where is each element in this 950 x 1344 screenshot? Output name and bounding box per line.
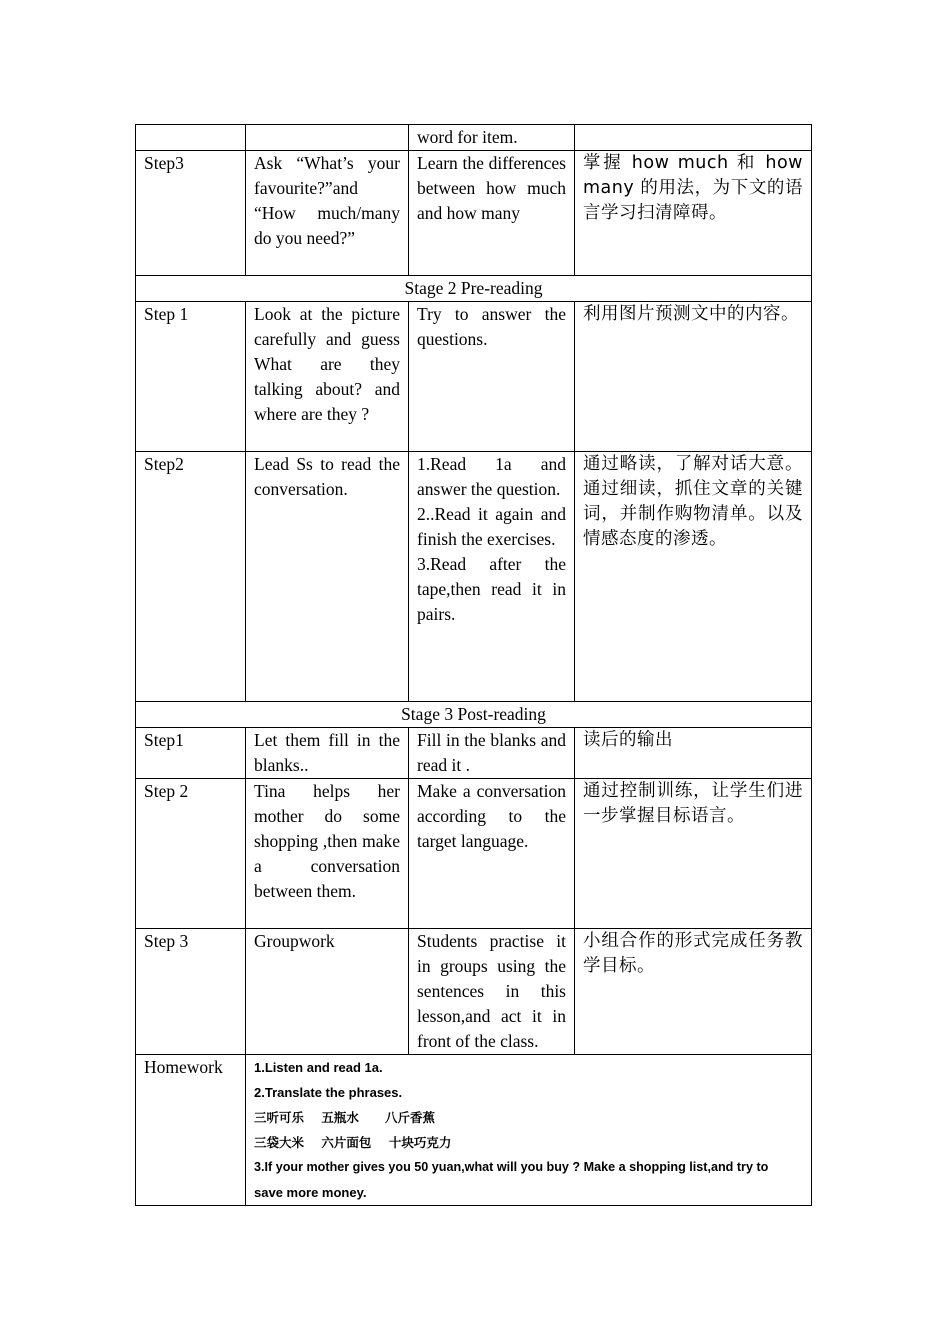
stage-title: Stage 3 Post-reading: [136, 702, 812, 728]
table-row: [136, 302, 812, 452]
homework-item: 1.Listen and read 1a.: [254, 1060, 383, 1075]
homework-phrases: 三袋大米 六片面包 十块巧克力: [254, 1135, 452, 1150]
student-activity-text: Try to answer the questions.: [417, 304, 566, 349]
homework-label: Homework: [136, 1055, 246, 1206]
homework-phrases: 三听可乐 五瓶水 八斤香蕉: [254, 1110, 436, 1125]
teacher-activity-cell: Lead Ss to read the conversation.: [246, 452, 409, 702]
homework-content: [246, 1055, 812, 1206]
stage-header-row: [136, 276, 812, 302]
table-row: [136, 452, 812, 702]
student-activity-cell: Learn the differences between how much and how many: [409, 151, 575, 276]
lesson-plan-table: [135, 124, 812, 1206]
teacher-activity-cell: Ask “What’s your favourite?”and “How much/many do you need?”: [246, 151, 409, 276]
table-row: [136, 151, 812, 276]
step-cell: Step3: [136, 151, 246, 276]
purpose-cell: 利用图片预测文中的内容。: [575, 302, 812, 452]
step-cell: Step 3: [136, 929, 246, 1055]
step-cell: Step 2: [136, 779, 246, 929]
homework-item: 2.Translate the phrases.: [254, 1085, 403, 1100]
homework-row: [136, 1055, 812, 1206]
student-activity-text: Make a conversation according to the target language.: [417, 781, 566, 851]
step-cell: Step2: [136, 452, 246, 702]
teacher-activity-cell: Tina helps her mother do some shopping ,then make a conversation between them.: [246, 779, 409, 929]
student-activity-text: Fill in the blanks and read it .: [417, 730, 566, 775]
table-row: [136, 779, 812, 929]
teacher-activity-cell: Look at the picture carefully and guess What are they talking about? and where are they ?: [246, 302, 409, 452]
step-cell: Step1: [136, 728, 246, 779]
student-activity-text: 1.Read 1a and answer the question.: [417, 454, 566, 499]
student-activity-cell: word for item.: [409, 125, 575, 151]
homework-item: 3.If your mother gives you 50 yuan,what will you buy ? Make a shopping list,and try to: [254, 1160, 769, 1174]
table-row: [136, 728, 812, 779]
student-activity-cell: [409, 452, 575, 702]
table-row: [136, 125, 812, 151]
stage-title: Stage 2 Pre-reading: [136, 276, 812, 302]
homework-item: save more money.: [254, 1185, 367, 1200]
step-cell: [136, 125, 246, 151]
step-cell: Step 1: [136, 302, 246, 452]
stage-header-row: [136, 702, 812, 728]
teacher-activity-cell: Groupwork: [246, 929, 409, 1055]
purpose-cell: 小组合作的形式完成任务教学目标。: [575, 929, 812, 1055]
purpose-cell: 掌握 how much 和 how many 的用法，为下文的语言学习扫清障碍。: [575, 151, 812, 276]
student-activity-text: 3.Read after the tape,then read it in pairs.: [417, 554, 566, 624]
teacher-activity-cell: [246, 125, 409, 151]
purpose-cell: 读后的输出: [575, 728, 812, 779]
student-activity-cell: [409, 779, 575, 929]
purpose-cell: 通过略读，了解对话大意。通过细读，抓住文章的关键词，并制作购物清单。以及情感态度的渗透。: [575, 452, 812, 702]
student-activity-cell: [409, 929, 575, 1055]
teacher-activity-cell: Let them fill in the blanks..: [246, 728, 409, 779]
student-activity-cell: [409, 302, 575, 452]
table-row: [136, 929, 812, 1055]
student-activity-text: 2..Read it again and finish the exercises.: [417, 504, 566, 549]
purpose-cell: 通过控制训练，让学生们进一步掌握目标语言。: [575, 779, 812, 929]
student-activity-text: Students practise it in groups using the sentences in this lesson,and act it in front of the class.: [417, 931, 566, 1051]
student-activity-cell: [409, 728, 575, 779]
purpose-cell: [575, 125, 812, 151]
